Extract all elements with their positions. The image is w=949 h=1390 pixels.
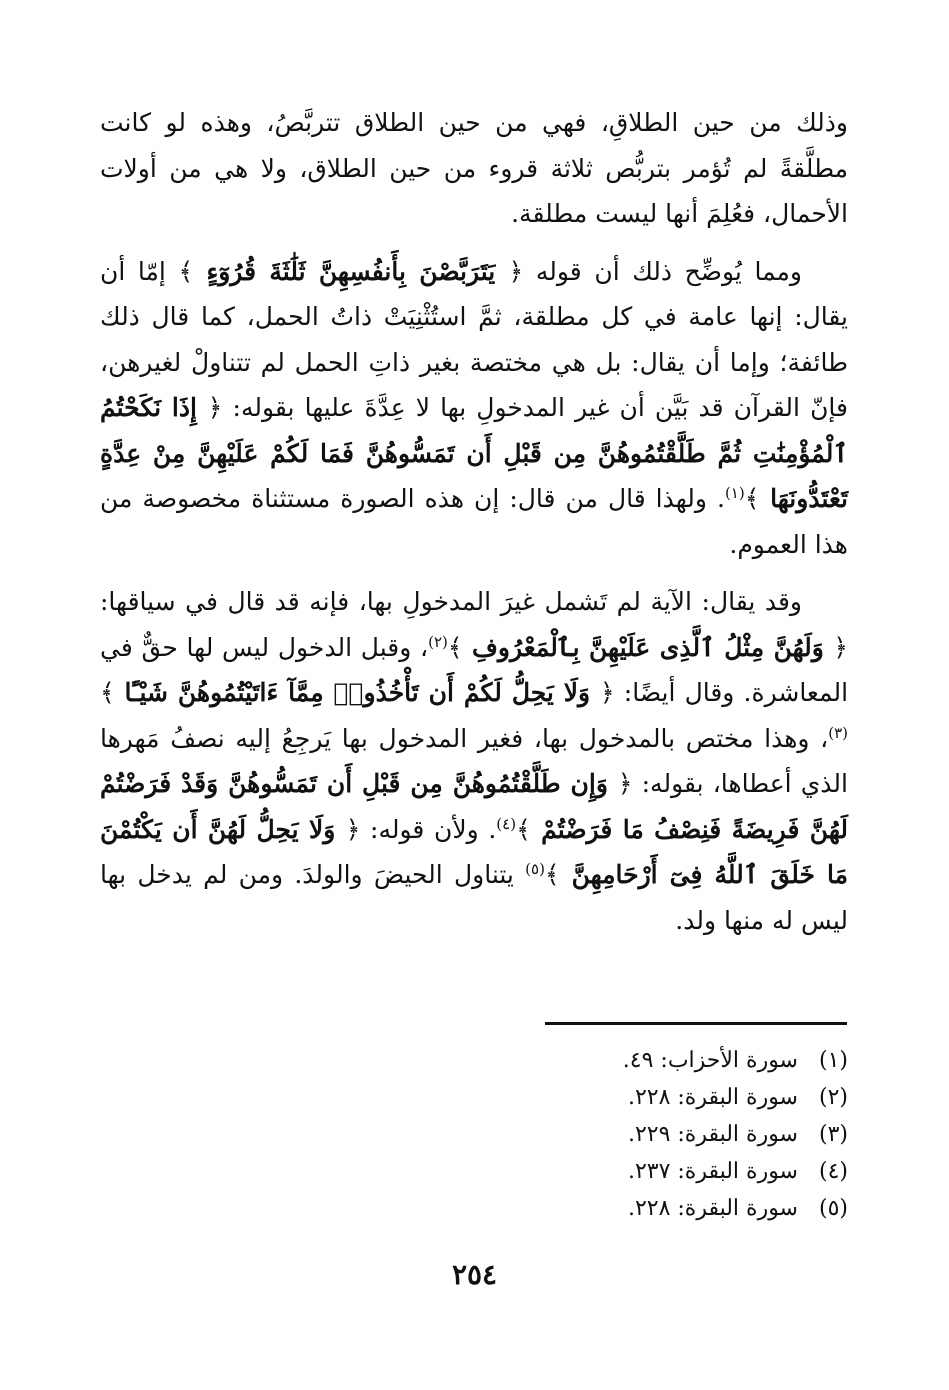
paragraph: [100, 249, 848, 568]
ornate-bracket-close: ﴾: [744, 484, 760, 513]
footnote-number: (٣): [818, 1122, 848, 1147]
body-text-segment: إمّا أن يقال: إنها عامة في كل مطلقة، ثمَّ استُثْنِيَتْ ذاتُ الحمل، كما قال ذلك طائفة؛ وإما أن يقال: بل هي مختصة بغير ذاتِ الحمل لم تتناولْ لغيرهن، فإنّ القرآن قد بَيَّن أن غير المدخولِ بها لا عِدَّةَ عليها بقوله:: [100, 256, 849, 422]
ornate-bracket-open: ﴿: [833, 632, 848, 662]
footnote-number: (٥): [818, 1196, 848, 1221]
page-number: ٢٥٤: [451, 1258, 498, 1291]
footnote-text: سورة البقرة: ٢٢٨.: [627, 1196, 798, 1221]
footnote-reference: (٤): [496, 814, 517, 833]
paragraph: [100, 579, 848, 943]
footnote-reference: (٣): [828, 723, 848, 742]
ornate-bracket-close: ﴾: [447, 632, 463, 662]
ornate-bracket-close: ﴾: [516, 814, 531, 844]
footnote-reference: (٢): [428, 632, 448, 651]
body-text-segment: . ولهذا قال من قال: إن هذه الصورة مستثناة مخصوصة من هذا العموم.: [100, 484, 848, 559]
footnote-number: (٢): [818, 1085, 848, 1110]
footnote-item: [430, 1116, 848, 1153]
footnote-number: (١): [818, 1048, 848, 1073]
footnote-item: [430, 1153, 848, 1190]
footnote-item: [430, 1042, 848, 1079]
ornate-bracket-open: ﴿: [207, 393, 223, 422]
main-text: [100, 100, 848, 943]
ornate-bracket-open: ﴿: [508, 256, 524, 286]
quran-verse: وَإِن طَلَّقْتُمُوهُنَّ مِن قَبْلِ أَن تَمَسُّوهُنَّ وَقَدْ فَرَضْتُمْ لَهُنَّ فَرِيضَةً فَنِصْفُ مَا فَرَضْتُمْ: [100, 769, 848, 844]
body-text-segment: وذلك من حين الطلاقِ، فهي من حين الطلاق تتربَّصُ، وهذه لو كانت مطلَّقةً لم تُؤمر بتربُّص ثلاثة قروء من حين الطلاق، ولا هي من أولات الأحمال، فعُلِمَ أنها ليست مطلقة.: [100, 108, 848, 228]
body-text-segment: . ولأن قوله:: [360, 814, 497, 844]
paragraph: [100, 100, 848, 237]
body-text-segment: ، وقبل الدخول ليس لها حقٌّ في المعاشرة. وقال أيضًا:: [100, 632, 849, 707]
body-text-segment: وقد يقال: الآية لم تَشمل غيرَ المدخولِ بها، فإنه قد قال في سياقها:: [100, 587, 802, 616]
ornate-bracket-open: ﴿: [617, 769, 633, 798]
ornate-bracket-open: ﴿: [345, 814, 361, 844]
quran-verse: وَلَهُنَّ مِثْلُ ٱلَّذِى عَلَيْهِنَّ بِٱلْمَعْرُوفِ: [462, 632, 834, 662]
footnote-number: (٤): [818, 1159, 848, 1184]
footnotes-list: [430, 1042, 848, 1227]
quran-verse: إِذَا نَكَحْتُمُ ٱلْمُؤْمِنَٰتِ ثُمَّ طَلَّقْتُمُوهُنَّ مِن قَبْلِ أَن تَمَسُّوهُنَّ فَمَا لَكُمْ عَلَيْهِنَّ مِنْ عِدَّةٍ تَعْتَدُّونَهَا: [100, 393, 849, 513]
quran-verse: يَتَرَبَّصْنَ بِأَنفُسِهِنَّ ثَلَٰثَةَ قُرُوٓءٍ: [193, 256, 509, 286]
body-text-segment: ومما يُوضِّح ذلك أن قوله: [523, 256, 802, 286]
quran-verse: وَلَا يَحِلُّ لَهُنَّ أَن يَكْتُمْنَ مَا خَلَقَ ٱللَّهُ فِىٓ أَرْحَامِهِنَّ: [100, 814, 849, 889]
body-text-segment: ، وهذا مختص بالمدخول بها، فغير المدخول بها يَرجِعُ إليه نصفُ مَهرها الذي أعطاها، بقوله:: [100, 723, 848, 798]
ornate-bracket-close: ﴾: [100, 678, 115, 707]
footnote-text: سورة الأحزاب: ٤٩.: [622, 1048, 798, 1073]
ornate-bracket-open: ﴿: [600, 678, 615, 707]
footnote-reference: (٥): [525, 860, 545, 878]
footnote-text: سورة البقرة: ٢٢٨.: [627, 1085, 798, 1110]
ornate-bracket-close: ﴾: [544, 860, 560, 889]
ornate-bracket-close: ﴾: [178, 256, 194, 286]
body-text-segment: يتناول الحيضَ والولدَ. ومن لم يدخل بها ليس له منها ولد.: [100, 860, 848, 935]
footnote-item: [430, 1079, 848, 1116]
quran-verse: وَلَا يَحِلُّ لَكُمْ أَن تَأْخُذُوا۟ مِمَّآ ءَاتَيْتُمُوهُنَّ شَيْـًٔا: [114, 678, 600, 707]
footnote-text: سورة البقرة: ٢٢٩.: [627, 1122, 798, 1147]
footnote-text: سورة البقرة: ٢٣٧.: [627, 1159, 798, 1184]
footnote-reference: (١): [724, 484, 745, 502]
footnote-separator: [545, 1022, 847, 1025]
footnote-item: [430, 1190, 848, 1227]
